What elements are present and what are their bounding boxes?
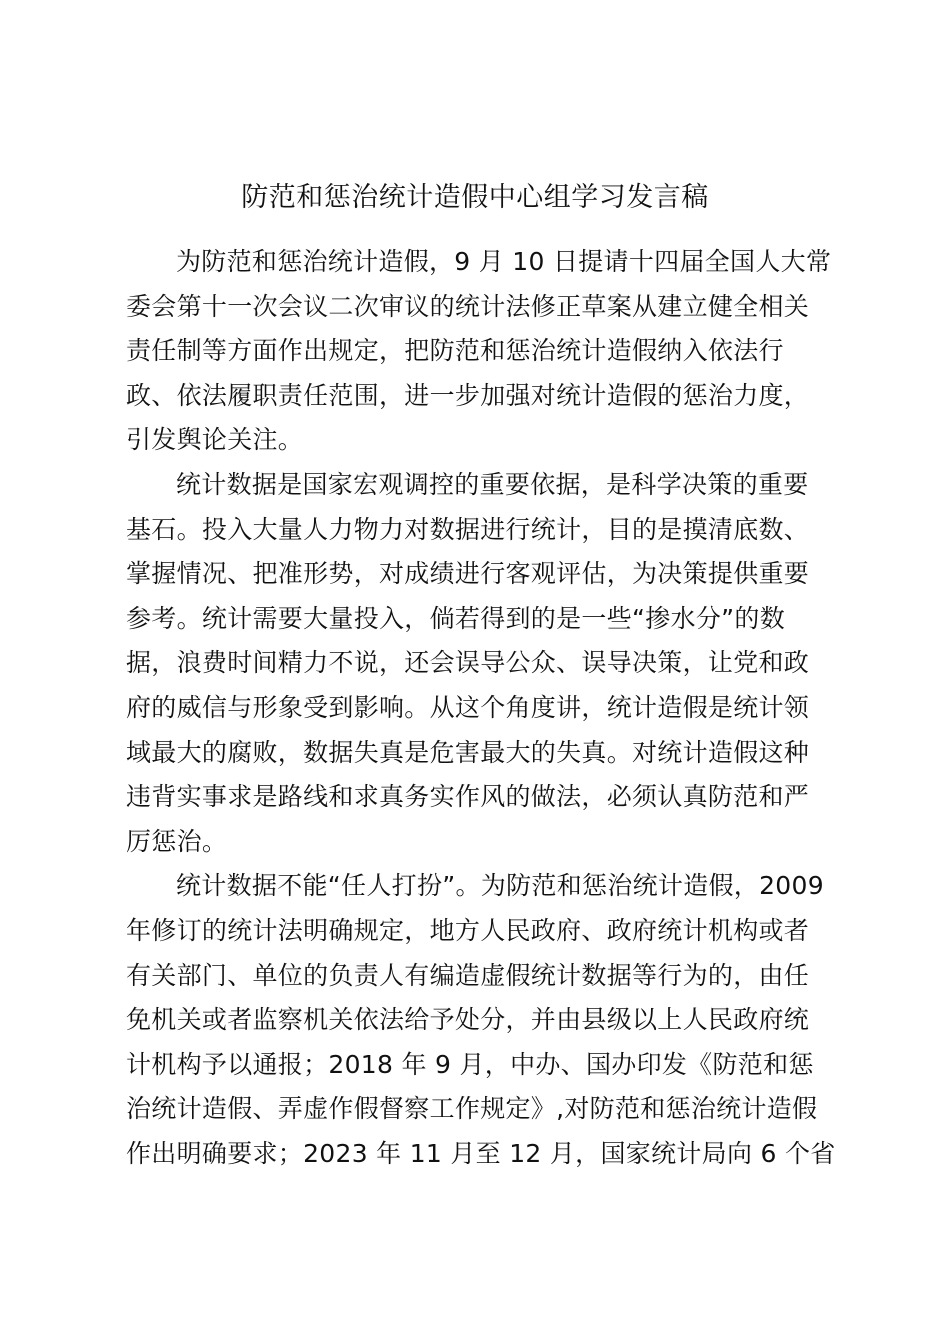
paragraph-1 bbox=[126, 240, 832, 463]
text-line: 违背实事求是路线和求真务实作风的做法，必须认真防范和严 bbox=[126, 782, 810, 812]
text-line: 年修订的统计法明确规定，地方人民政府、政府统计机构或者 bbox=[126, 915, 810, 945]
text-line: 治统计造假、弄虚作假督察工作规定》,对防范和惩治统计造假 bbox=[126, 1094, 818, 1124]
text-line: 域最大的腐败，数据失真是危害最大的失真。对统计造假这种 bbox=[126, 737, 810, 767]
text-line: 作出明确要求；2023 年 11 月至 12 月，国家统计局向 6 个省 bbox=[126, 1138, 836, 1168]
text-line: 政、依法履职责任范围，进一步加强对统计造假的惩治力度， bbox=[126, 380, 810, 410]
text-line: 统计数据不能“任人打扮”。为防范和惩治统计造假，2009 bbox=[176, 871, 824, 901]
text-line: 基石。投入大量人力物力对数据进行统计，目的是摸清底数、 bbox=[126, 514, 810, 544]
text-line: 掌握情况、把准形势，对成绩进行客观评估，为决策提供重要 bbox=[126, 559, 810, 589]
text-line: 有关部门、单位的负责人有编造虚假统计数据等行为的，由任 bbox=[126, 960, 810, 990]
text-line: 为防范和惩治统计造假，9 月 10 日提请十四届全国人大常 bbox=[176, 247, 832, 276]
text-line: 统计数据是国家宏观调控的重要依据，是科学决策的重要 bbox=[176, 469, 809, 499]
text-line: 责任制等方面作出规定，把防范和惩治统计造假纳入依法行 bbox=[126, 336, 784, 366]
paragraph-3 bbox=[126, 864, 836, 1176]
text-line: 据，浪费时间精力不说，还会误导公众、误导决策，让党和政 bbox=[126, 648, 810, 678]
document-title: 防范和惩治统计造假中心组学习发言稿 bbox=[241, 182, 709, 213]
text-line: 引发舆论关注。 bbox=[126, 425, 304, 455]
text-line: 府的威信与形象受到影响。从这个角度讲，统计造假是统计领 bbox=[126, 692, 810, 722]
document-body bbox=[126, 240, 836, 1176]
text-line: 免机关或者监察机关依法给予处分，并由县级以上人民政府统 bbox=[126, 1005, 810, 1035]
text-line: 参考。统计需要大量投入，倘若得到的是一些“掺水分”的数 bbox=[126, 603, 786, 633]
text-line: 计机构予以通报；2018 年 9 月，中办、国办印发《防范和惩 bbox=[126, 1049, 814, 1079]
text-line: 委会第十一次会议二次审议的统计法修正草案从建立健全相关 bbox=[126, 291, 810, 321]
text-line: 厉惩治。 bbox=[126, 826, 228, 856]
paragraph-2 bbox=[126, 463, 832, 864]
